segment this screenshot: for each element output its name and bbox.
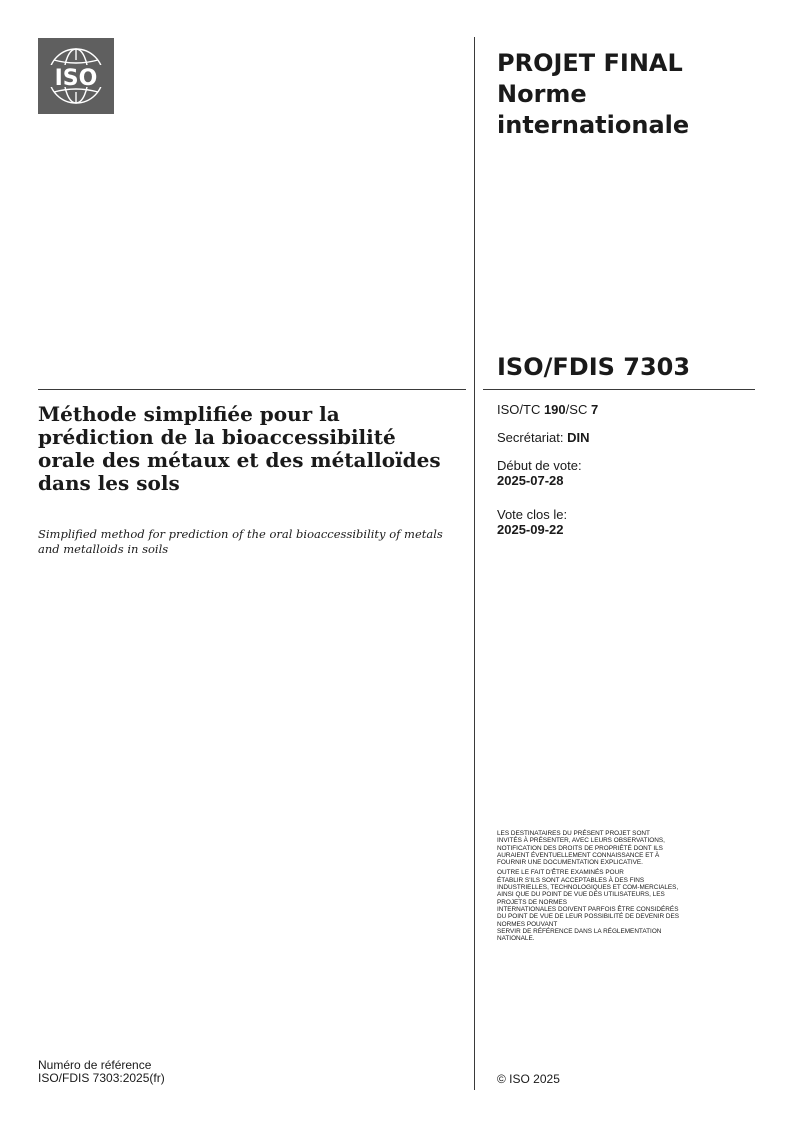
french-title: Méthode simplifiée pour la prédiction de la bioaccessibilité orale des métaux et des métalloïdes dans les sols [38, 402, 441, 495]
iso-globe-logo-icon [38, 38, 114, 114]
committee [497, 402, 747, 417]
notice-paragraph: OUTRE LE FAIT D'ÊTRE EXAMINÉS POUR ÉTABLIR S'ILS SONT ACCEPTABLES À DES FINS INDUSTRIELLES, TECHNOLOGIQUES ET COM-MERCIALES, AINSI QUE DU POINT DE VUE DES UTILISATEURS, LES PROJETS DE NORMES INTERNATIONALES DOIVENT PARFOIS ÊTRE CONSIDÉRÉS DU POINT DE VUE DE LEUR POSSIBILITÉ DE DEVENIR DES NORMES POUVANT SERVIR DE RÉFÉRENCE DANS LA RÉGLEMENTATION NATIONALE. [497, 869, 680, 943]
secretariat-label: Secrétariat: [497, 430, 568, 445]
column-divider [474, 37, 475, 1090]
vote-start-value: 2025-07-28 [497, 473, 564, 488]
draft-notice [497, 830, 755, 945]
secretariat [497, 430, 747, 445]
logo-text: ISO [54, 66, 98, 91]
number-rule [483, 389, 755, 390]
document-status [497, 48, 747, 141]
reference-value: ISO/FDIS 7303:2025(fr) [38, 1071, 165, 1085]
committee-prefix: ISO/TC [497, 402, 544, 417]
committee-sep: /SC [565, 402, 591, 417]
secretariat-value: DIN [567, 430, 590, 445]
status-line: Norme [497, 80, 587, 108]
reference-number [38, 1059, 338, 1085]
reference-label: Numéro de référence [38, 1058, 152, 1072]
iso-logo [38, 38, 114, 114]
vote-end [497, 507, 747, 537]
vote-start-label: Début de vote: [497, 458, 582, 473]
vote-end-label: Vote clos le: [497, 507, 568, 522]
committee-tc: 190 [543, 402, 566, 417]
committee-sc: 7 [590, 402, 599, 417]
document-number: ISO/FDIS 7303 [497, 353, 691, 381]
vote-start [497, 458, 747, 488]
status-line: PROJET FINAL [497, 49, 683, 77]
status-line: internationale [497, 111, 690, 139]
english-title: Simplified method for prediction of the oral bioaccessibility of metals and metalloids in soils [38, 527, 443, 556]
notice-paragraph: LES DESTINATAIRES DU PRÉSENT PROJET SONT INVITÉS À PRÉSENTER, AVEC LEURS OBSERVATIONS, NOTIFICATION DES DROITS DE PROPRIÉTÉ DONT ILS AURAIENT ÉVENTUELLEMENT CONNAISSANCE ET À FOURNIR UNE DOCUMENTATION EXPLICATIVE. [497, 830, 665, 867]
vote-end-value: 2025-09-22 [497, 522, 564, 537]
copyright: © ISO 2025 [497, 1072, 560, 1086]
title-rule [38, 389, 466, 390]
